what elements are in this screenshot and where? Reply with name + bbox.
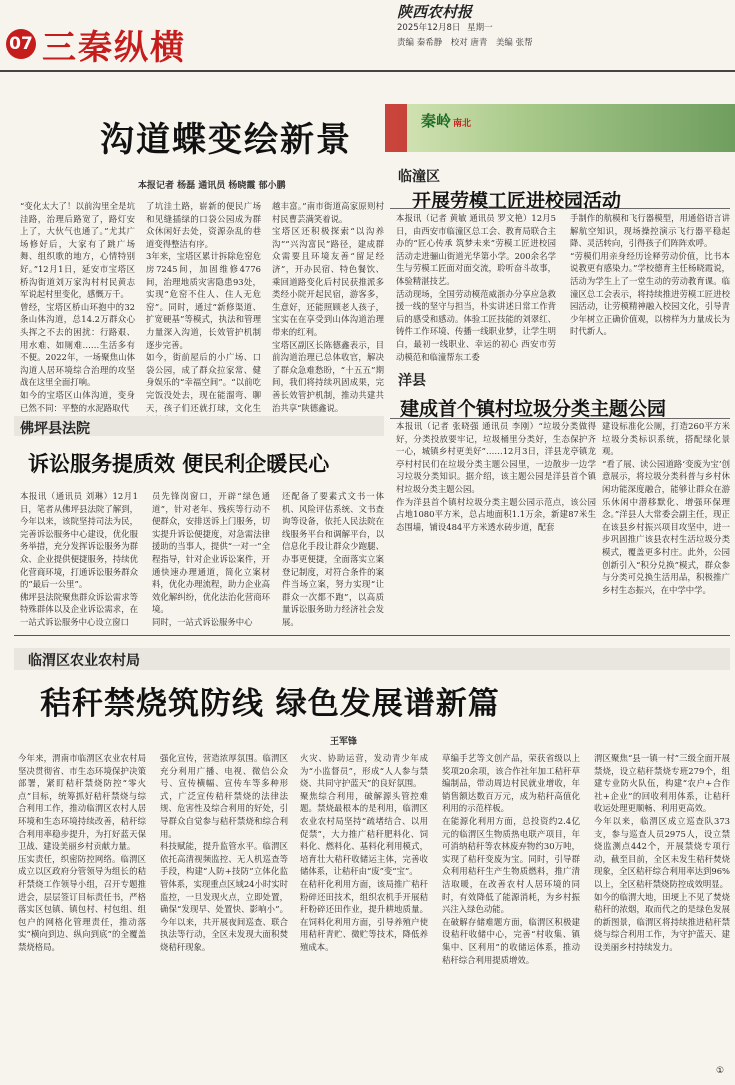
banner-stripe — [385, 104, 407, 152]
article1-title: 沟道蝶变绘新景 — [100, 120, 352, 160]
article5-title: 秸秆禁烧筑防线 绿色发展谱新篇 — [40, 686, 500, 722]
article4-county: 佛坪县法院 — [20, 421, 90, 437]
article5-col2: 强化宣传，营造浓厚氛围。临渭区充分利用广播、电视、微信公众号、宣传横幅、宣传车等多种形式，广泛宣传秸秆禁烧的法律法规、危害性及综合利用的好处，引导群众自觉参与秸秆禁烧和综合利用。 科技赋能，提升监管水平。临渭区依托高清视频监控、无人机巡查等手段，构建“人防+技防”立体化监管体系，实现重点区域24小时实时监控，一旦发现火点，立即处置，确保“发现早、处置快、影响小”。今年以来，共开展夜间巡查、联合执法等行动，全区未发现大面积焚烧秸秆现象。 — [160, 753, 288, 952]
article2-rule — [390, 208, 730, 209]
article4-col3: 还配备了要素式文书一体机、风险评估系统、文书查询等设备，依托人民法院在线服务平台和调解平台，以信息化手段让群众少跑腿、办事更便捷，全面落实立案登记制度，对符合条件的案件当场立案，努力实现“让群众一次都不跑”，以高质量诉讼服务助力经济社会发展。 — [282, 491, 384, 627]
section-title: 三秦纵横 — [42, 28, 186, 68]
paper-name: 陕西农村报 — [397, 3, 473, 21]
article5-col5: 渭区聚焦“县一镇一村”三级全面开展禁烧，设立秸秆禁烧专班279个，组建专业防火队伍，构建“农户+合作社+企业”的回收利用体系，让秸秆收运处理更顺畅、利用更高效。 今年以来，临渭区成立巡查队373支，参与巡查人员2975人，设立禁烧监测点442个，开展禁烧专项行动，截至目前，全区未发生秸秆焚烧现象，全区秸秆综合利用率达到96%以上，全区秸秆禁烧防控成效明显。 如今的临渭大地，田埂上不见了焚烧秸秆的浓烟，取而代之的是绿色发展的新图景，临渭区将持续推进秸秆禁烧与综合利用工作，为守护蓝天、建设美丽乡村持续发力。 — [594, 753, 730, 952]
issue-date-line — [397, 21, 493, 33]
article5-col4: 草编手艺等文创产品，荣获省级以上奖项20余项，该合作社年加工秸秆草编制品，带动周边村民就业增收，年销售额达数百万元，成为秸秆高值化利用的示范样板。 在能源化利用方面，总投资约2.4亿元的临渭区生物质热电联产项目，年可消纳秸秆等农林废弃物约30万吨，实现了秸秆变废为宝。同时，引导群众利用秸秆生产生物质燃料，推广清洁取暖，在改善农村人居环境的同时，有效降低了能源消耗，为乡村振兴注入绿色动能。 在破解存储难题方面，临渭区积极建设秸秆收储中心，完善“村收集、镇集中、区利用”的收储运体系，推动秸秆综合利用提质增效。 — [442, 753, 580, 965]
article1-byline: 本报记者 杨磊 通讯员 杨晓霞 郁小鹏 — [138, 181, 286, 191]
article3-col2: 建设标准化公厕，打造260平方米垃圾分类标识系统，搭配绿化景观。 “看了展、读公园道路‘变废为宝’创意展示，将垃圾分类科普与乡村休闲功能深度融合，能够让群众在游乐休闲中潜移默化、增强环保理念。”洋县人大常委会副主任，现正在该县乡村振兴项目攻坚中，进一步巩固推广该县农村生活垃圾分类模式，覆盖更多村庄。此外，公园创新引入“积分兑换”模式，群众参与分类可兑换生活用品，积极推广乡村生态振兴，在中学中学。 — [602, 421, 730, 595]
banner-logo-main: 秦岭 — [421, 112, 452, 130]
article4-title: 诉讼服务提质效 便民利企暖民心 — [28, 451, 330, 476]
article3-col1: 本报讯（记者 张晓强 通讯员 李刚）“垃圾分类做得好，分类投放要牢记，垃圾桶里分类好，生态保护齐一心，城镇乡村更美好”……12月3日，洋县龙亭镇龙亭村村民们在垃圾分类主题公园里，一边散步一边学习垃圾分类知识。据介绍，该主题公园是洋县首个镇村垃圾分类主题公园。 作为洋县首个镇村垃圾分类主题公园示范点，该公园占地1080平方米，总占地面积1.1万余，新建87米生态围墙，铺设484平方米透水砖步道，配套 — [396, 421, 596, 532]
article5-col1: 今年来，渭南市临渭区农业农村局坚决贯彻省、市生态环境保护决策部署，紧盯秸秆禁烧防控“零火点”目标，统筹抓好秸秆禁烧与综合利用工作，推动临渭区农村人居环境和生态环境持续改善，秸秆综合利用率稳步提升，为打好蓝天保卫战、建设美丽乡村贡献力量。 压实责任，织密防控网络。临渭区成立以区政府分管领导为组长的秸秆禁烧工作领导小组，召开专题推进会，层层签订目标责任书，严格落实区包镇、镇包村、村包组、组包户的网格化管理责任，推动落实“横向到边、纵向到底”的全覆盖禁烧格局。 — [18, 753, 146, 952]
banner-logo-sub: 南北 — [453, 119, 472, 129]
article2-title: 开展劳模工匠进校园活动 — [412, 190, 622, 212]
article1-col3: 越丰富。”南市街道高家原则村村民曹芸满笑着说。 宝塔区还积极探索“以沟养沟”“兴沟富民”路径，建成群众需要且环境友善“留足经济”，开办民宿、特色餐饮、乘回道路变化后村民获推派多类经小院开起民宿，游客多，生意好，还能照顾老人孩子，宝实在在享受到山体沟道治理带来的红利。 宝塔区副区长陈德鑫表示，目前沟道治理已总体收官，解决了群众急难愁盼，“十五五”期间，我们将持续巩固成果，完善长效管护机制，推动共建共治共享“陕德鑫说。 — [272, 201, 384, 413]
qinling-banner — [385, 104, 735, 152]
article5-col3: 火灾、协助运营，发动青少年成为“小监督员”，形成“人人参与禁烧、共同守护蓝天”的良好氛围。 聚焦综合利用，破解源头管控难题。禁烧最根本的是利用，临渭区农业农村局坚持“疏堵结合、以用促禁”，大力推广秸秆肥料化、饲料化、燃料化、基料化利用模式，培育壮大秸秆收储运主体，完善收储体系，让秸秆由“废”变“宝”。 在秸秆化利用方面，该局推广秸秆粉碎还田技术，组织农机手开展秸秆粉碎还田作业，提升耕地质量。在饲料化利用方面，引导养殖户使用秸秆青贮、微贮等技术，降低养殖成本。 — [300, 753, 428, 952]
page-number-badge: 07 — [6, 29, 36, 59]
article2-county: 临潼区 — [398, 169, 440, 185]
article3-title: 建成首个镇村垃圾分类主题公园 — [400, 398, 667, 420]
editors-line: 责编 秦希静 校对 唐青 美编 张帮 — [397, 38, 533, 48]
end-mark: ① — [716, 1066, 725, 1076]
article2-col1: 本报讯（记者 黄敏 通讯员 罗文艳）12月5日，由西安市临潼区总工会、教育局联合主办的“匠心传承 筑梦未来”劳模工匠进校园活动走进骊山街道光华第小学。200余名学生与劳模工匠面对面交流，聆听奋斗故事，体验精湛技艺。 活动现场，全国劳动模范威浙办分享应急救援一线的坚守与担当，朴实讲述日常工作背后的感受和感动。体验工匠技能的刘翠红、铸件工作环境、传播一线职业梦，让学生明白，最初一线职业、幸运的初心 西安市劳动模范和临潼帮东工委 — [396, 213, 556, 362]
issue-weekday: 星期一 — [467, 23, 493, 33]
article3-rule — [390, 418, 730, 419]
article3-county: 洋县 — [398, 373, 426, 389]
issue-date: 2025年12月8日 — [397, 23, 461, 33]
article1-col1: “变化太大了！以前沟里全是坑洼路，治理后路宽了，路灯安上了，大伙气也通了。”尤其广场修好后，大家有了跳广场舞、组织歌的地方，心情特别好。”12月1日，延安市宝塔区桥沟街道刘万家沟村村民黄志军说起村里变化，感慨万千。 曾经，宝塔区桥山环抱中的32条山体沟道，总14.2万群众心头挥之不去的困扰：行路艰、用水难、如厕难……生活多有不便。2022年，一场聚焦山体沟道人居环境综合治理的攻坚战在这里全面打响。 如今的宝塔区山体沟道，变身已然不同：平整的水泥路取代 — [20, 201, 135, 413]
article4-col2: 员先锋岗窗口，开辟“绿色通道”，针对老年、残疾等行动不便群众，安排送诉上门服务，切实提升诉讼便捷度，对急需法律援助的当事人，提供“一对一”全程指导，针对企业诉讼案件，开通快速办理通道，简化立案材料，优化办理流程，助力企业高效化解纠纷，优化法治化营商环境。 同时，一站式诉讼服务中心 — [152, 491, 270, 627]
header-rule — [0, 70, 735, 72]
article5-county: 临渭区农业农村局 — [28, 653, 140, 669]
article2-col2: 手制作的航模和飞行器模型，用通俗语言讲解航空知识，现场操控演示飞行器平稳起降、灵活转向，引得孩子们阵阵欢呼。 “劳模们用亲身经历诠释劳动价值，比书本说教更有感染力。”学校德育主任杨晓霞说，活动为学生上了一堂生动的劳动教育课。临潼区总工会表示，将持续推进劳模工匠进校园活动，让劳模精神融入校园文化，引导青少年树立正确价值观，以榜样为力量成长为时代新人。 — [570, 213, 730, 337]
article5-byline: 王军锋 — [330, 737, 358, 747]
section-divider — [14, 635, 730, 636]
banner-logo — [421, 110, 471, 131]
article1-col2: 了坑洼土路，崭新的便民广场和见缝插绿的口袋公园成为群众休闲好去处，资源杂乱的巷道变得整洁有序。 3年来，宝塔区累计拆除危窑危房7245间，加固维修4776间，治理地质灾害隐患93处，实现“危窑不住人、住人无危窑”。同时，通过“新修渠道、扩宽硬基”等模式，执法和管理力量深入沟道，长效管护机制逐步完善。 如今，街前屋后的小广场、口袋公园，成了群众拉家常、健身娱乐的“幸福空间”。“以前吃完饭没处去，现在能溜弯、聊天，孩子们还就打球，文化生 — [146, 201, 261, 413]
article4-col1: 本报讯（通讯员 刘琳）12月1日，笔者从佛坪县法院了解到，今年以来，该院坚持司法为民，完善诉讼服务中心建设，优化服务举措，充分发挥诉讼服务为群众、企业提供便捷服务，持续优化营商环境，打通诉讼服务群众的“最后一公里”。 佛坪县法院聚焦群众诉讼需求等特殊群体以及企业诉讼需求，在一站式诉讼服务中心设立窗口 — [20, 491, 138, 627]
